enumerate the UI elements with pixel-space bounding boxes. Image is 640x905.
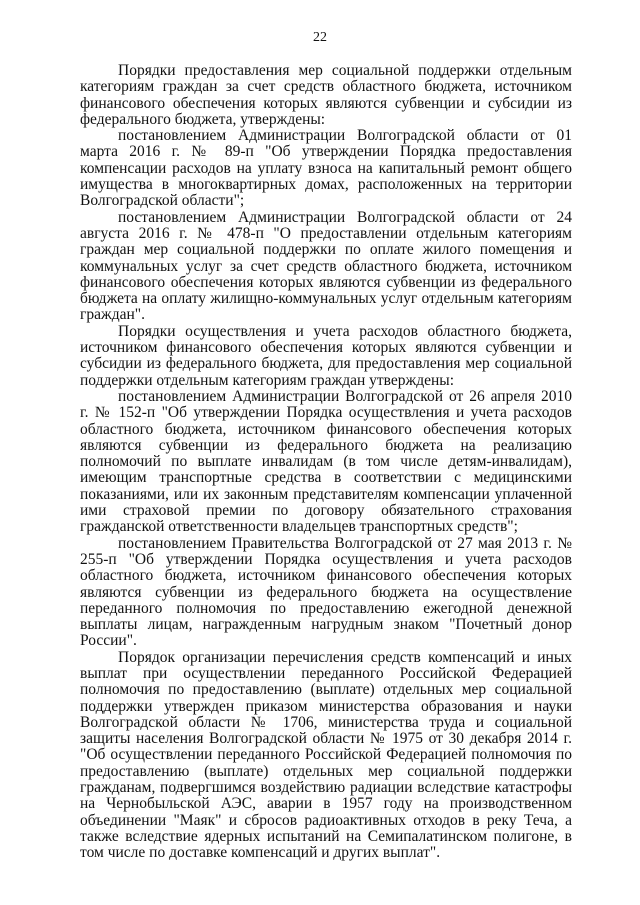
paragraph-compensation-order: Порядок организации перечисления средств компенсаций и иных выплат при осуществлении переданного Российской Федерацией полномочия по предоставлению (выплате) отдельных мер социальной поддержки утвержден приказом министерства образования и науки Волгоградской области № 1706, министерства труда и социальной защиты населения Волгоградской области № 1975 от 30 декабря 2014 г. "Об осуществлении переданного Российской Федерацией полномочия по предоставлению (выплате) отдельных мер социальной поддержки гражданам, подвергшимся воздействию радиации вследствие катастрофы на Чернобыльской АЭС, аварии в 1957 году на производственном объединении "Маяк" и сбросов радиоактивных отходов в реку Теча, а также вследствие ядерных испытаний на Семипалатинском полигоне, в том числе по доставке компенсаций и других выплат". xyxy=(80,648,572,862)
page-number: 22 xyxy=(313,30,327,45)
paragraph-resolution-478p: постановлением Администрации Волгоградской области от 24 августа 2016 г. № 478-п "О предоставлении отдельным категориям граждан мер социальной поддержки по оплате жилого помещения и коммунальных услуг за счет средств областного бюджета, источником финансового обеспечения которых являются субвенции из федерального бюджета на оплату жилищно-коммунальных услуг отдельным категориям граждан". xyxy=(80,208,572,324)
paragraph-resolution-152p: постановлением Администрации Волгоградской от 26 апреля 2010 г. № 152-п "Об утверждении Порядка осуществления и учета расходов областного бюджета, источником финансового обеспечения которых являются субвенции из федерального бюджета на реализацию полномочий по выплате инвалидам (в том числе детям-инвалидам), имеющим транспортные средства в соответствии с медицинскими показаниями, или их законным представителям компенсации уплаченной ими страховой премии по договору обязательного страхования гражданской ответственности владельцев транспортных средств"; xyxy=(80,387,572,536)
paragraph-procedures-intro: Порядки предоставления мер социальной поддержки отдельным категориям граждан за счет средств областного бюджета, источником финансового обеспечения которых являются субвенции и субсидии из федерального бюджета, утверждены: xyxy=(80,62,572,128)
paragraph-expenditure-procedures: Порядки осуществления и учета расходов областного бюджета, источником финансового обеспечения которых являются субвенции и субсидии из федерального бюджета, для предоставления мер социальной поддержки отдельным категориям граждан утверждены: xyxy=(80,322,572,389)
paragraph-resolution-89p: постановлением Администрации Волгоградской области от 01 марта 2016 г. № 89-п "Об утверждении Порядка предоставления компенсации расходов на уплату взноса на капитальный ремонт общего имущества в многоквартирных домах, расположенных на территории Волгоградской области"; xyxy=(80,127,572,210)
document-body xyxy=(80,63,572,862)
paragraph-resolution-255p: постановлением Правительства Волгоградской от 27 мая 2013 г. № 255-п "Об утверждении Порядка осуществления и учета расходов областного бюджета, источником финансового обеспечения которых являются субвенции из федерального бюджета на осуществление переданного полномочия по предоставлению ежегодной денежной выплаты лицам, награжденным нагрудным знаком "Почетный донор России". xyxy=(80,534,572,650)
